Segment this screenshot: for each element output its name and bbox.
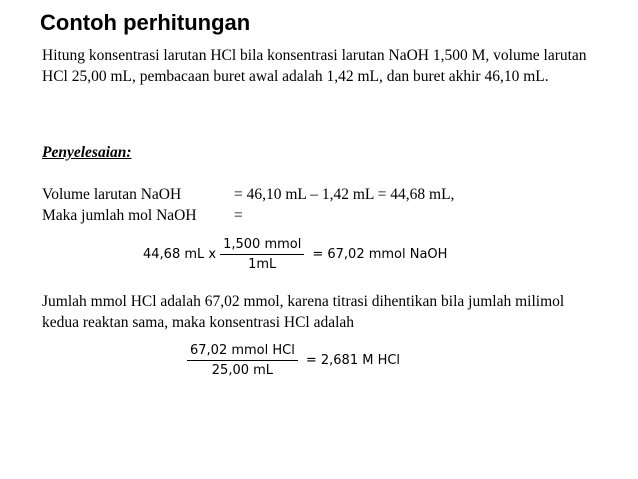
fraction-denominator: 1mL: [248, 257, 277, 272]
row-value: =: [234, 207, 243, 224]
page-title: Contoh perhitungan: [40, 10, 251, 35]
row-label: Volume larutan NaOH: [42, 186, 182, 203]
solution-row-mol: [42, 205, 243, 226]
row-value: = 46,10 mL – 1,42 mL = 44,68 mL,: [234, 186, 455, 203]
solution-heading: Penyelesaian:: [42, 144, 132, 161]
conclusion-text: Jumlah mmol HCl adalah 67,02 mmol, karena titrasi dihentikan bila jumlah milimol kedua reaktan sama, maka konsentrasi HCl adalah: [42, 293, 565, 331]
equation-mol-naoh: [143, 237, 447, 272]
fraction-denominator: 25,00 mL: [211, 363, 274, 378]
fraction-numerator: 67,02 mmol HCl: [187, 343, 298, 361]
equation-rhs: = 2,681 M HCl: [305, 353, 401, 368]
problem-statement: Hitung konsentrasi larutan HCl bila konsentrasi larutan NaOH 1,500 M, volume larutan HCl 25,00 mL, pembacaan buret awal adalah 1,42 mL, dan buret akhir 46,10 mL.: [42, 47, 587, 85]
solution-row-volume: [42, 184, 454, 205]
fraction: [220, 237, 304, 272]
equation-lhs: 44,68 mL x: [143, 247, 217, 262]
equation-rhs: = 67,02 mmol NaOH: [312, 247, 448, 262]
equation-hcl-concentration: [183, 343, 400, 378]
fraction-numerator: 1,500 mmol: [220, 237, 304, 255]
fraction: [187, 343, 298, 378]
row-label: Maka jumlah mol NaOH: [42, 207, 197, 224]
